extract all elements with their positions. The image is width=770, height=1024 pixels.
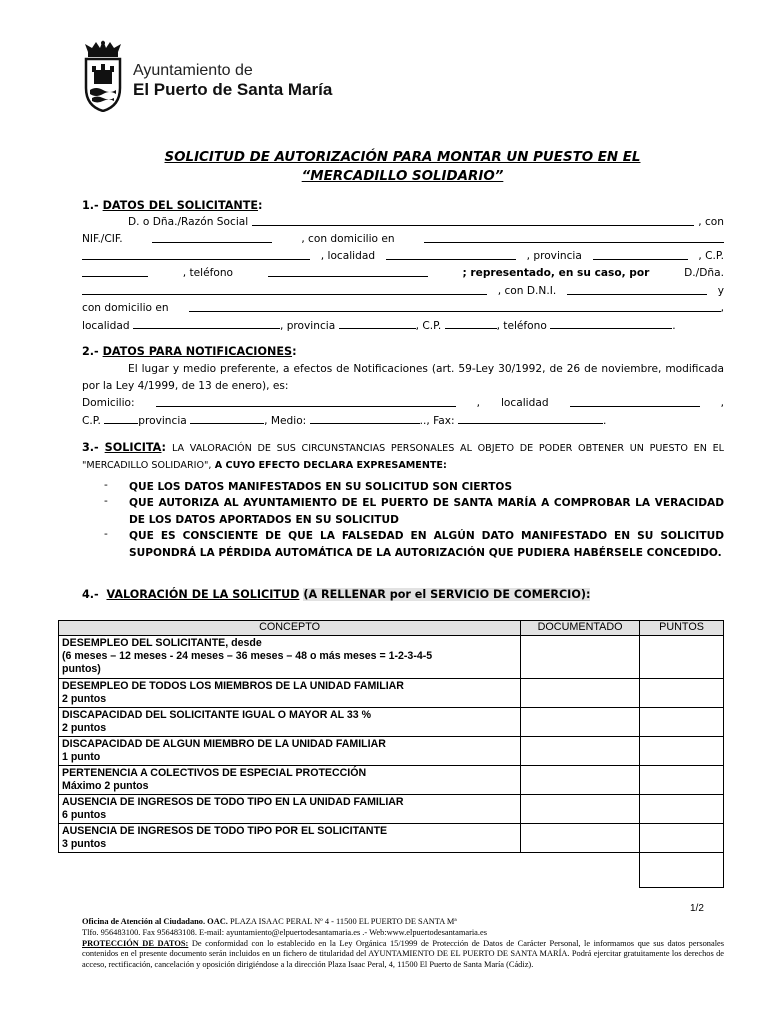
notif-cp-label: C.P.	[82, 415, 101, 427]
documentado-cell[interactable]	[521, 737, 640, 766]
notification-paragraph: El lugar y medio preferente, a efectos de Notificaciones (art. 59-Ley 30/1992, de 26 de noviembre, modificada por la Ley 4/1999, de 13 de enero), es:	[82, 363, 724, 392]
solicita-heading: SOLICITA	[104, 441, 162, 454]
table-row	[59, 766, 724, 795]
puntos-cell[interactable]	[640, 737, 724, 766]
documentado-cell[interactable]	[521, 636, 640, 679]
office-address: Oficina de Atención al Ciudadano. OAC. PLAZA ISAAC PERAL Nº 4 - 11500 EL PUERTO DE SANTA Mª	[82, 917, 457, 926]
rep-telefono-field[interactable]	[550, 319, 672, 329]
nif-row	[82, 233, 724, 245]
rep-localidad-field[interactable]	[133, 319, 280, 329]
localidad-field[interactable]	[386, 250, 516, 260]
localidad-label: , localidad	[320, 250, 376, 262]
section4-heading: 4.- VALORACIÓN DE LA SOLICITUD (A RELLENAR por el SERVICIO DE COMERCIO):	[82, 588, 591, 601]
nif-field[interactable]	[152, 233, 272, 243]
notif-address-field[interactable]	[156, 397, 456, 407]
table-row	[59, 737, 724, 766]
provincia-field[interactable]	[593, 250, 688, 260]
rep-localidad-label: localidad	[82, 320, 130, 332]
rep-domicilio-label: con domicilio en	[82, 302, 169, 314]
concept-cell: DISCAPACIDAD DE ALGUN MIEMBRO DE LA UNIDAD FAMILIAR 1 punto	[59, 737, 521, 766]
provincia-label: , provincia	[526, 250, 582, 262]
representative-name-field[interactable]	[82, 285, 487, 295]
notif-medio-field[interactable]	[310, 414, 420, 424]
puntos-cell[interactable]	[640, 795, 724, 824]
concept-cell: AUSENCIA DE INGRESOS DE TODO TIPO POR EL SOLICITANTE 3 puntos	[59, 824, 521, 853]
puntos-cell[interactable]	[640, 636, 724, 679]
table-row	[59, 679, 724, 708]
table-row	[59, 824, 724, 853]
telefono-label: , teléfono	[182, 267, 234, 279]
notification-address-row: Domicilio: , localidad ,	[82, 397, 724, 409]
address-field-continued[interactable]	[82, 250, 310, 260]
assessment-table	[58, 620, 724, 888]
concept-cell: DESEMPLEO DE TODOS LOS MIEMBROS DE LA UNIDAD FAMILIAR 2 puntos	[59, 679, 521, 708]
representative-location-row: localidad , provincia , C.P. , teléfono .	[82, 320, 676, 332]
blank-cell	[59, 853, 521, 888]
footer	[82, 917, 724, 971]
rep-provincia-label: , provincia	[279, 320, 336, 332]
y-label: y	[717, 285, 724, 297]
concept-cell: DISCAPACIDAD DEL SOLICITANTE IGUAL O MAYOR AL 33 % 2 puntos	[59, 708, 521, 737]
coat-of-arms-logo	[80, 40, 126, 112]
telefono-field[interactable]	[268, 267, 428, 277]
domicilio-label: , con domicilio en	[301, 233, 395, 245]
section1-heading: 1.- DATOS DEL SOLICITANTE:	[82, 199, 263, 212]
representado-label: ; representado, en su caso, por	[462, 267, 650, 279]
documentado-cell[interactable]	[521, 679, 640, 708]
form-title-line2: “MERCADILLO SOLIDARIO”	[301, 169, 504, 184]
section3-intro: 3.- SOLICITA: LA VALORACIÓN DE SUS CIRCUNSTANCIAS PERSONALES AL OBJETO DE PODER OBTENER UN PUESTO EN EL "MERCADILLO SOLIDARIO", A CUYO EFECTO DECLARA EXPRESAMENTE:	[82, 441, 724, 471]
concept-cell: PERTENENCIA A COLECTIVOS DE ESPECIAL PROTECCIÓN Máximo 2 puntos	[59, 766, 521, 795]
documentado-cell[interactable]	[521, 708, 640, 737]
notif-localidad-label: localidad	[500, 397, 549, 409]
table-row	[59, 636, 724, 679]
section4-note: (A RELLENAR por el SERVICIO DE COMERCIO):	[303, 588, 591, 601]
column-header-puntos: PUNTOS	[640, 621, 724, 636]
form-title-line1: SOLICITUD DE AUTORIZACIÓN PARA MONTAR UN PUESTO EN EL	[164, 150, 641, 165]
cp-label: , C.P.	[698, 250, 724, 262]
representative-row	[82, 285, 724, 297]
total-puntos-cell[interactable]	[640, 853, 724, 888]
puntos-cell[interactable]	[640, 708, 724, 737]
dni-field[interactable]	[567, 285, 707, 295]
name-label: D. o Dña./Razón Social	[128, 216, 249, 228]
cp-field[interactable]	[82, 267, 148, 277]
concept-cell: DESEMPLEO DEL SOLICITANTE, desde (6 meses – 12 meses - 24 meses – 36 meses – 48 o más meses = 1-2-3-4-5 puntos)	[59, 636, 521, 679]
applicant-name-row	[82, 216, 724, 228]
rep-cp-field[interactable]	[445, 319, 497, 329]
documentado-cell[interactable]	[521, 766, 640, 795]
puntos-cell[interactable]	[640, 766, 724, 795]
notif-localidad-field[interactable]	[570, 397, 700, 407]
rep-telefono-label: , teléfono	[496, 320, 547, 332]
representative-address-row: con domicilio en ,	[82, 302, 724, 314]
table-row	[59, 795, 724, 824]
con-label: , con	[698, 216, 724, 228]
dona-label: D./Dña.	[684, 267, 724, 279]
notif-domicilio-label: Domicilio:	[82, 397, 135, 409]
rep-address-field[interactable]	[189, 302, 721, 312]
blank-cell	[521, 853, 640, 888]
documentado-cell[interactable]	[521, 795, 640, 824]
documentado-cell[interactable]	[521, 824, 640, 853]
notification-contact-row: C.P. provincia , Medio: .., Fax: .	[82, 415, 607, 427]
notif-cp-field[interactable]	[104, 414, 138, 424]
section2-heading: 2.- DATOS PARA NOTIFICACIONES:	[82, 345, 297, 358]
office-contact: Tlfo. 956483100. Fax 956483108. E-mail: ayuntamiento@elpuertodesantamaria.es .- Web:www.elpuertodesantamaria.es	[82, 927, 487, 937]
applicant-name-field[interactable]	[252, 216, 694, 226]
address-field[interactable]	[424, 233, 724, 243]
notif-medio-label: , Medio:	[264, 415, 307, 427]
rep-cp-label: , C.P.	[415, 320, 442, 332]
organization-name-line1: Ayuntamiento de	[133, 62, 253, 79]
dni-label: , con D.N.I.	[497, 285, 557, 297]
nif-label: NIF./CIF.	[82, 233, 123, 245]
table-total-row	[59, 853, 724, 888]
notif-fax-field[interactable]	[458, 414, 603, 424]
column-header-concepto: CONCEPTO	[59, 621, 521, 636]
phone-row	[82, 267, 724, 279]
notif-fax-label: .., Fax:	[419, 415, 455, 427]
notif-provincia-field[interactable]	[190, 414, 264, 424]
puntos-cell[interactable]	[640, 679, 724, 708]
column-header-documentado: DOCUMENTADO	[521, 621, 640, 636]
notif-provincia-label: provincia	[138, 415, 187, 427]
privacy-notice: PROTECCIÓN DE DATOS: De conformidad con lo establecido en la Ley Orgánica 15/1999 de Protección de Datos de Carácter Personal, le informamos que sus datos personales contenidos en el presente documento serán incluidos en un fichero de titularidad del AYUNTAMIENTO DE EL PUERTO DE SANTA MARÍA. Podrá ejercitar gratuitamente los derechos de acceso, rectificación, cancelación y oposición dirigiéndose a la dirección Plaza Isaac Peral, 4, 11500 El Puerto de Santa María (Cádiz).	[82, 938, 725, 970]
location-row	[82, 250, 724, 262]
rep-provincia-field[interactable]	[339, 319, 416, 329]
page-number: 1/2	[690, 903, 704, 914]
organization-name-line2: El Puerto de Santa María	[133, 80, 333, 99]
concept-cell: AUSENCIA DE INGRESOS DE TODO TIPO EN LA UNIDAD FAMILIAR 6 puntos	[59, 795, 521, 824]
puntos-cell[interactable]	[640, 824, 724, 853]
table-row	[59, 708, 724, 737]
